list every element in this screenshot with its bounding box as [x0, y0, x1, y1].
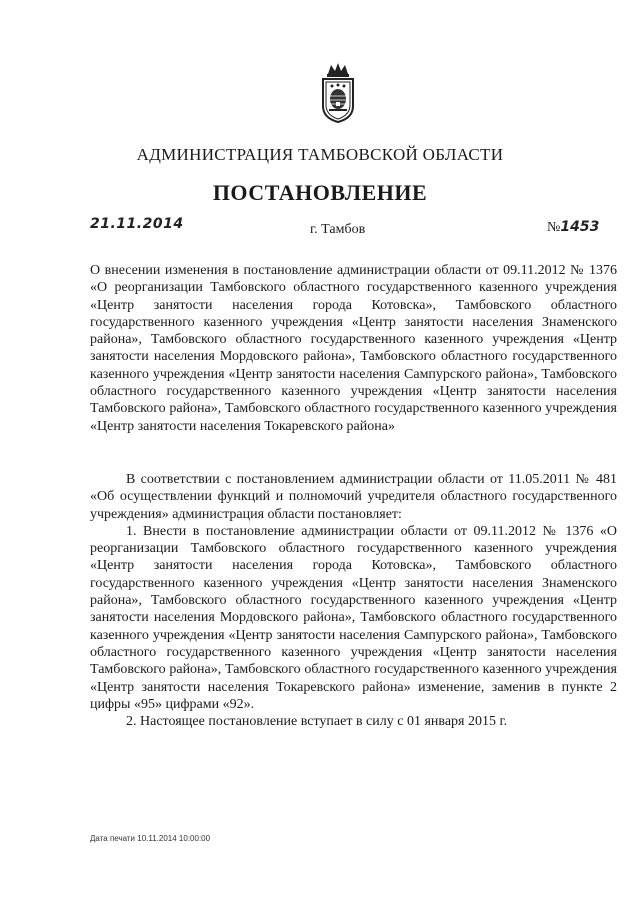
document-city: г. Тамбов	[310, 222, 366, 237]
document-type-heading: ПОСТАНОВЛЕНИЕ	[212, 180, 428, 205]
document-number-value: 1453	[560, 219, 600, 235]
document-number	[547, 219, 599, 236]
document-number-prefix: №	[547, 220, 561, 235]
item-2-paragraph: 2. Настоящее постановление вступает в силу с 01 января 2015 г.	[126, 714, 508, 730]
agency-name: АДМИНИСТРАЦИЯ ТАМБОВСКОЙ ОБЛАСТИ	[136, 145, 504, 164]
document-date: 21.11.2014	[90, 216, 184, 232]
document-body	[90, 471, 617, 730]
preamble-paragraph: В соответствии с постановлением администрации области от 11.05.2011 № 481 «Об осуществлении функций и полномочий учредителя областного государственного учреждения» администрация области постановляет:	[90, 472, 617, 522]
document-title: О внесении изменения в постановление администрации области от 09.11.2012 № 1376 «О реорганизации Тамбовского областного государственного казенного учреждения «Центр занятости населения города Котовска», Тамбовского областного государственного казенного учреждения «Центр занятости населения Знаменского района», Тамбовского областного государственного казенного учреждения «Центр занятости населения Мордовского района», Тамбовского областного государственного казенного учреждения «Центр занятости населения Сампурского района», Тамбовского областного государственного казенного учреждения «Центр занятости населения Тамбовского района», Тамбовского областного государственного казенного учреждения «Центр занятости населения Токаревского района»	[90, 263, 617, 434]
item-1-paragraph: 1. Внести в постановление администрации области от 09.11.2012 № 1376 «О реорганизации Тамбовского областного государственного казенного учреждения «Центр занятости населения города Котовска», Тамбовского областного государственного казенного учреждения «Центр занятости населения Знаменского района», Тамбовского областного государственного казенного учреждения «Центр занятости населения Мордовского района», Тамбовского областного государственного казенного учреждения «Центр занятости населения Сампурского района», Тамбовского областного государственного казенного учреждения «Центр занятости населения Тамбовского района», Тамбовского областного государственного казенного учреждения «Центр занятости населения Токаревского района» изменение, заменив в пункте 2 цифры «95» цифрами «92».	[90, 523, 617, 712]
coat-of-arms-icon	[318, 62, 358, 124]
print-date-footer: Дата печати 10.11.2014 10:00:00	[90, 834, 211, 843]
